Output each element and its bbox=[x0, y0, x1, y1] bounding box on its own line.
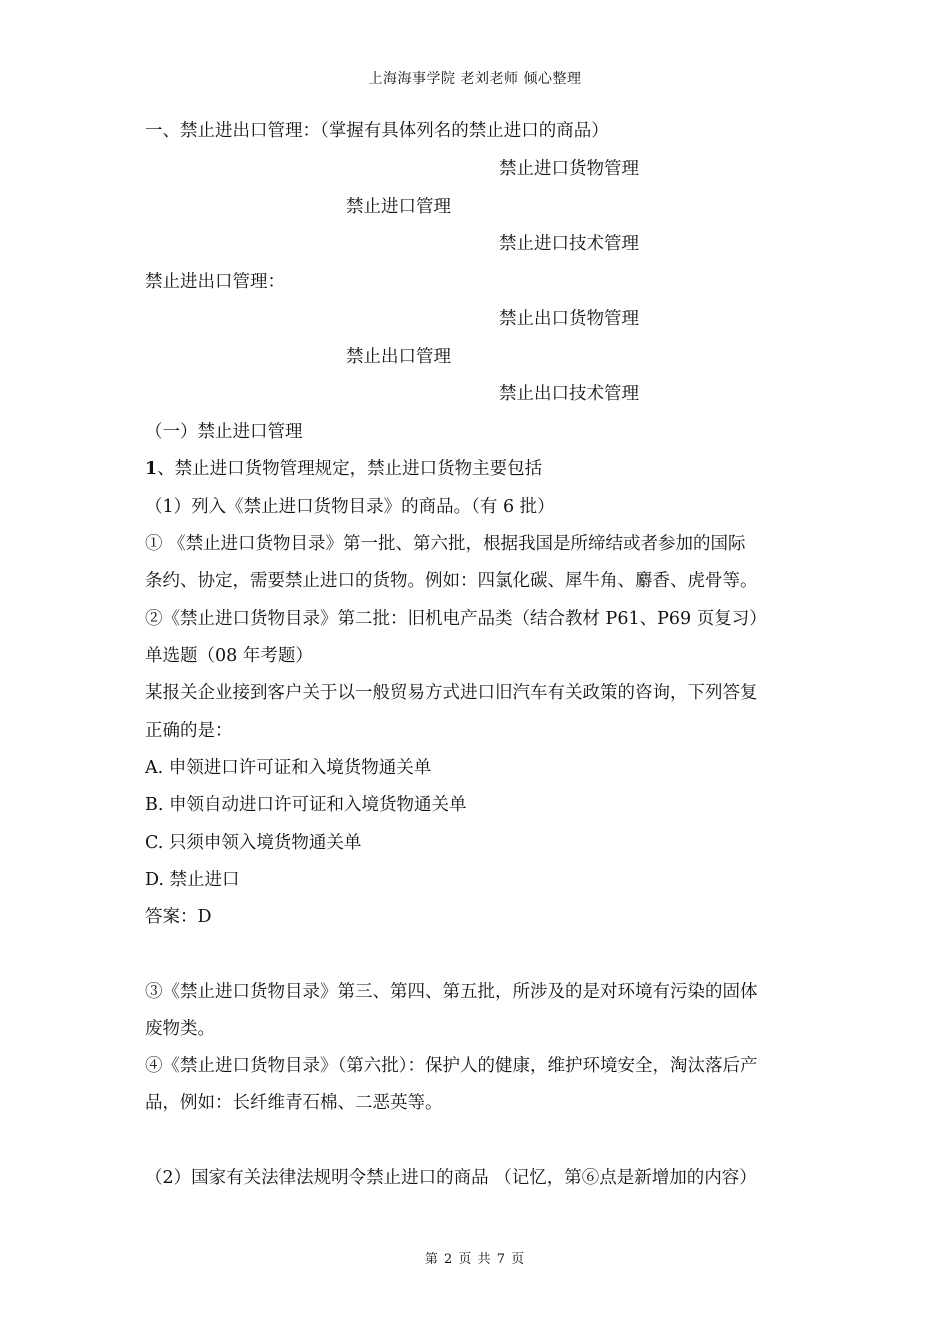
section-heading: 一、禁止进出口管理：（掌握有具体列名的禁止进口的商品） bbox=[145, 121, 609, 141]
page-footer: 第 2 页 共 7 页 bbox=[424, 1252, 526, 1267]
root-label: 禁止进出口管理： bbox=[145, 272, 285, 292]
answer: 答案：D bbox=[145, 907, 212, 927]
paragraph-line: ②《禁止进口货物目录》第二批：旧机电产品类（结合教材 P61、P69 页复习） bbox=[145, 609, 767, 629]
paragraph-line: （1）列入《禁止进口货物目录》的商品。（有 6 批） bbox=[145, 497, 555, 517]
option-d: D. 禁止进口 bbox=[145, 870, 240, 890]
paragraph-line: 条约、协定，需要禁止进口的货物。例如：四氯化碳、犀牛角、麝香、虎骨等。 bbox=[145, 571, 758, 591]
branch-import: 禁止进口管理 bbox=[346, 197, 451, 217]
branch-import-tech: 禁止进口技术管理 bbox=[499, 234, 639, 254]
question-label: 单选题（08 年考题） bbox=[145, 646, 313, 666]
point-number: 1 bbox=[145, 459, 158, 479]
branch-export-tech: 禁止出口技术管理 bbox=[499, 384, 639, 404]
question-text: 正确的是： bbox=[145, 721, 233, 741]
paragraph-line: 废物类。 bbox=[145, 1019, 215, 1039]
option-c: C. 只须申领入境货物通关单 bbox=[145, 833, 362, 853]
point-heading bbox=[145, 457, 542, 481]
paragraph-line: ① 《禁止进口货物目录》第一批、第六批，根据我国是所缔结或者参加的国际 bbox=[145, 534, 746, 554]
paragraph-line: ④《禁止进口货物目录》（第六批）：保护人的健康，维护环境安全，淘汰落后产 bbox=[145, 1056, 758, 1076]
branch-export-goods: 禁止出口货物管理 bbox=[499, 309, 639, 329]
branch-export: 禁止出口管理 bbox=[346, 347, 451, 367]
subsection-heading: （一）禁止进口管理 bbox=[145, 422, 303, 442]
paragraph-line: 品，例如：长纤维青石棉、二恶英等。 bbox=[145, 1093, 443, 1113]
question-text: 某报关企业接到客户关于以一般贸易方式进口旧汽车有关政策的咨询，下列答复 bbox=[145, 683, 758, 703]
branch-import-goods: 禁止进口货物管理 bbox=[499, 159, 639, 179]
page-header: 上海海事学院 老刘老师 倾心整理 bbox=[368, 71, 582, 87]
paragraph-line: ③《禁止进口货物目录》第三、第四、第五批，所涉及的是对环境有污染的固体 bbox=[145, 982, 758, 1002]
option-b: B. 申领自动进口许可证和入境货物通关单 bbox=[145, 795, 467, 815]
point-text: 、禁止进口货物管理规定，禁止进口货物主要包括 bbox=[157, 459, 543, 479]
option-a: A. 申领进口许可证和入境货物通关单 bbox=[145, 758, 432, 778]
paragraph-line: （2）国家有关法律法规明令禁止进口的商品 （记忆，第⑥点是新增加的内容） bbox=[145, 1168, 757, 1188]
